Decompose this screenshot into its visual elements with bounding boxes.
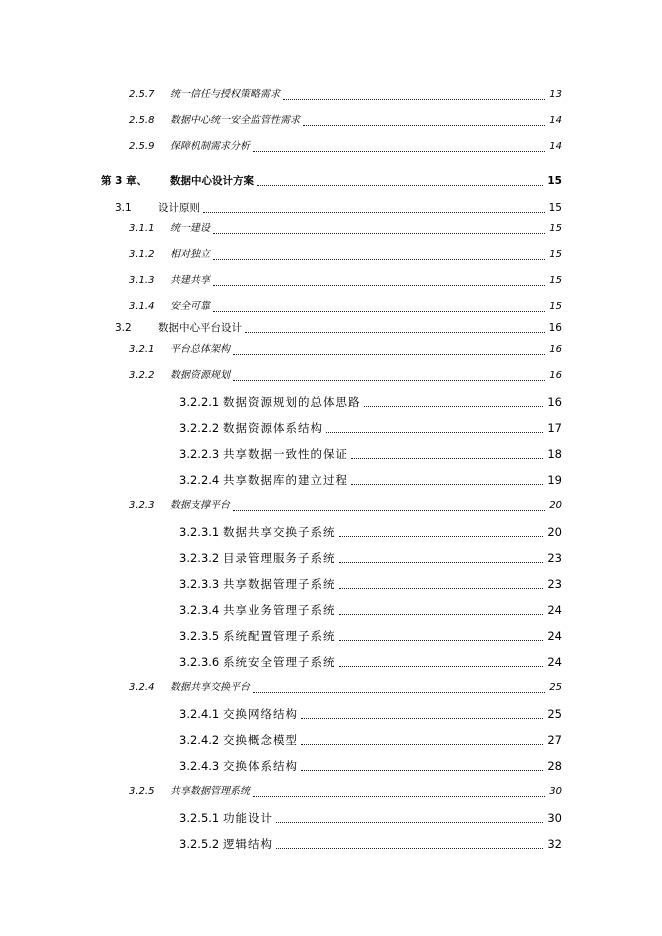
toc-leader-dots xyxy=(213,310,545,312)
toc-entry-page: 30 xyxy=(549,786,562,797)
toc-entry-number: 3.1.3 xyxy=(129,275,155,286)
toc-entry-number: 3.2.5.1 xyxy=(179,811,220,825)
toc-entry-title: 数据资源规划的总体思路 xyxy=(223,395,361,409)
toc-entry-page: 15 xyxy=(549,223,562,234)
toc-leader-dots xyxy=(253,150,545,152)
toc-entry-page: 32 xyxy=(547,837,562,851)
toc-leader-dots xyxy=(253,795,545,797)
toc-entry-number: 3.1.4 xyxy=(129,301,155,312)
toc-entry[interactable] xyxy=(0,809,662,827)
toc-entry-page: 20 xyxy=(549,500,562,511)
toc-entry[interactable] xyxy=(0,783,662,801)
toc-entry-page: 15 xyxy=(549,275,562,286)
toc-entry-page: 17 xyxy=(547,421,562,435)
toc-entry-page: 16 xyxy=(549,370,562,381)
toc-entry-number: 3.1.2 xyxy=(129,249,155,260)
toc-entry[interactable] xyxy=(0,835,662,853)
toc-entry-number: 3.2.3.4 xyxy=(179,603,220,617)
toc-entry-number: 3.2.4.1 xyxy=(179,707,220,721)
toc-entry-number: 3.2.3.3 xyxy=(179,577,220,591)
toc-entry-title: 数据支撑平台 xyxy=(170,500,230,511)
toc-entry-number: 3.2.2.2 xyxy=(179,421,220,435)
toc-entry-number: 3.2.3.2 xyxy=(179,551,220,565)
toc-entry[interactable] xyxy=(0,138,662,156)
toc-entry-title: 平台总体架构 xyxy=(170,344,230,355)
toc-entry-title: 统一信任与授权策略需求 xyxy=(170,89,280,100)
toc-entry[interactable] xyxy=(0,705,662,723)
toc-entry[interactable] xyxy=(0,86,662,104)
toc-entry[interactable] xyxy=(0,549,662,567)
toc-leader-dots xyxy=(253,691,545,693)
toc-entry[interactable] xyxy=(0,220,662,238)
toc-leader-dots xyxy=(203,211,545,213)
toc-leader-dots xyxy=(339,613,544,615)
toc-leader-dots xyxy=(351,457,543,459)
toc-leader-dots xyxy=(339,639,544,641)
toc-entry-title: 逻辑结构 xyxy=(223,837,273,851)
toc-entry-title: 系统配置管理子系统 xyxy=(223,629,336,643)
toc-entry-page: 15 xyxy=(548,202,562,214)
toc-entry-page: 28 xyxy=(547,759,562,773)
toc-entry-number: 3.2.2 xyxy=(129,370,155,381)
toc-entry-page: 15 xyxy=(549,249,562,260)
toc-entry-title: 数据资源规划 xyxy=(170,370,230,381)
toc-leader-dots xyxy=(301,717,543,719)
toc-entry[interactable] xyxy=(0,601,662,619)
toc-entry-title: 数据共享交换子系统 xyxy=(223,525,336,539)
toc-leader-dots xyxy=(339,535,544,537)
toc-leader-dots xyxy=(213,284,545,286)
toc-entry[interactable] xyxy=(0,445,662,463)
toc-entry-title: 数据共享交换平台 xyxy=(170,682,250,693)
toc-entry[interactable] xyxy=(0,575,662,593)
toc-entry-number: 3.2.4.3 xyxy=(179,759,220,773)
toc-leader-dots xyxy=(301,743,543,745)
toc-entry[interactable] xyxy=(0,341,662,359)
toc-entry-title: 保障机制需求分析 xyxy=(170,141,250,152)
toc-entry-title: 交换概念模型 xyxy=(223,733,298,747)
toc-leader-dots xyxy=(233,353,545,355)
toc-entry-number: 3.2.1 xyxy=(129,344,155,355)
toc-leader-dots xyxy=(339,587,544,589)
toc-entry-title: 系统安全管理子系统 xyxy=(223,655,336,669)
toc-entry-title: 共享数据管理子系统 xyxy=(223,577,336,591)
toc-entry[interactable] xyxy=(0,653,662,671)
toc-entry-number: 2.5.8 xyxy=(129,115,155,126)
toc-entry-page: 24 xyxy=(547,655,562,669)
toc-entry-title: 共享数据管理系统 xyxy=(170,786,250,797)
toc-entry-title: 统一建设 xyxy=(170,223,210,234)
toc-entry-number: 3.2.5.2 xyxy=(179,837,220,851)
toc-entry[interactable] xyxy=(0,523,662,541)
toc-entry-title: 共享数据一致性的保证 xyxy=(223,447,348,461)
toc-entry-number: 3.1 xyxy=(115,202,132,214)
toc-entry-number: 3.2.3 xyxy=(129,500,155,511)
toc-entry-number: 3.2.4.2 xyxy=(179,733,220,747)
toc-entry-page: 30 xyxy=(547,811,562,825)
toc-leader-dots xyxy=(233,379,545,381)
toc-entry-page: 24 xyxy=(547,629,562,643)
toc-entry-title: 相对独立 xyxy=(170,249,210,260)
toc-entry-page: 15 xyxy=(549,301,562,312)
toc-entry[interactable] xyxy=(0,393,662,411)
toc-entry[interactable] xyxy=(0,419,662,437)
toc-entry-number: 3.2 xyxy=(115,322,132,334)
toc-entry-page: 16 xyxy=(548,322,562,334)
toc-entry-title: 安全可靠 xyxy=(170,301,210,312)
toc-entry[interactable] xyxy=(0,319,662,337)
toc-entry-number: 3.2.4 xyxy=(129,682,155,693)
toc-entry[interactable] xyxy=(0,679,662,697)
toc-entry-title: 功能设计 xyxy=(223,811,273,825)
toc-leader-dots xyxy=(276,847,543,849)
toc-entry-title: 数据中心统一安全监管性需求 xyxy=(170,115,300,126)
toc-entry-title: 共享业务管理子系统 xyxy=(223,603,336,617)
toc-entry-page: 23 xyxy=(547,577,562,591)
toc-entry[interactable] xyxy=(0,246,662,264)
toc-entry[interactable] xyxy=(0,471,662,489)
toc-entry-title: 目录管理服务子系统 xyxy=(223,551,336,565)
toc-entry-number: 3.2.2.3 xyxy=(179,447,220,461)
toc-entry-page: 25 xyxy=(549,682,562,693)
toc-entry-page: 15 xyxy=(547,175,562,187)
toc-leader-dots xyxy=(339,561,544,563)
toc-leader-dots xyxy=(245,331,545,333)
toc-leader-dots xyxy=(301,769,543,771)
toc-entry[interactable] xyxy=(0,199,662,217)
toc-entry-page: 27 xyxy=(547,733,562,747)
toc-leader-dots xyxy=(326,431,543,433)
toc-entry-page: 23 xyxy=(547,551,562,565)
toc-entry[interactable] xyxy=(0,497,662,515)
toc-entry-page: 14 xyxy=(549,141,562,152)
toc-entry-title: 交换网络结构 xyxy=(223,707,298,721)
toc-entry-number: 2.5.9 xyxy=(129,141,155,152)
toc-entry-title: 数据中心平台设计 xyxy=(158,322,242,334)
toc-entry-number: 3.2.3.6 xyxy=(179,655,220,669)
toc-entry[interactable] xyxy=(0,757,662,775)
toc-entry-number: 3.2.3.5 xyxy=(179,629,220,643)
toc-entry-number: 第 3 章、 xyxy=(101,175,148,187)
toc-entry-number: 3.2.2.1 xyxy=(179,395,220,409)
toc-leader-dots xyxy=(303,124,545,126)
toc-entry-number: 3.2.2.4 xyxy=(179,473,220,487)
toc-entry-title: 数据资源体系结构 xyxy=(223,421,323,435)
toc-leader-dots xyxy=(213,258,545,260)
toc-entry[interactable] xyxy=(0,367,662,385)
toc-entry-page: 25 xyxy=(547,707,562,721)
toc-entry[interactable] xyxy=(0,112,662,130)
toc-entry-page: 20 xyxy=(547,525,562,539)
toc-entry-page: 16 xyxy=(547,395,562,409)
toc-entry[interactable] xyxy=(0,272,662,290)
toc-entry-title: 共建共享 xyxy=(170,275,210,286)
toc-entry[interactable] xyxy=(0,627,662,645)
toc-entry-page: 14 xyxy=(549,115,562,126)
toc-entry-title: 交换体系结构 xyxy=(223,759,298,773)
toc-entry-number: 3.2.3.1 xyxy=(179,525,220,539)
toc-leader-dots xyxy=(233,509,545,511)
toc-chapter-entry[interactable] xyxy=(0,172,662,190)
toc-entry-number: 3.2.5 xyxy=(129,786,155,797)
toc-entry-number: 2.5.7 xyxy=(129,89,155,100)
toc-leader-dots xyxy=(364,405,544,407)
toc-leader-dots xyxy=(339,665,544,667)
toc-entry-title: 设计原则 xyxy=(158,202,200,214)
toc-entry-title: 数据中心设计方案 xyxy=(170,175,254,187)
toc-entry-page: 19 xyxy=(547,473,562,487)
toc-entry[interactable] xyxy=(0,731,662,749)
toc-entry-page: 13 xyxy=(549,89,562,100)
toc-entry[interactable] xyxy=(0,298,662,316)
toc-leader-dots xyxy=(257,184,543,186)
toc-entry-page: 16 xyxy=(549,344,562,355)
toc-leader-dots xyxy=(283,98,545,100)
toc-entry-page: 24 xyxy=(547,603,562,617)
toc-leader-dots xyxy=(276,821,543,823)
toc-entry-page: 18 xyxy=(547,447,562,461)
toc-entry-number: 3.1.1 xyxy=(129,223,155,234)
toc-leader-dots xyxy=(213,232,545,234)
toc-leader-dots xyxy=(351,483,543,485)
toc-entry-title: 共享数据库的建立过程 xyxy=(223,473,348,487)
